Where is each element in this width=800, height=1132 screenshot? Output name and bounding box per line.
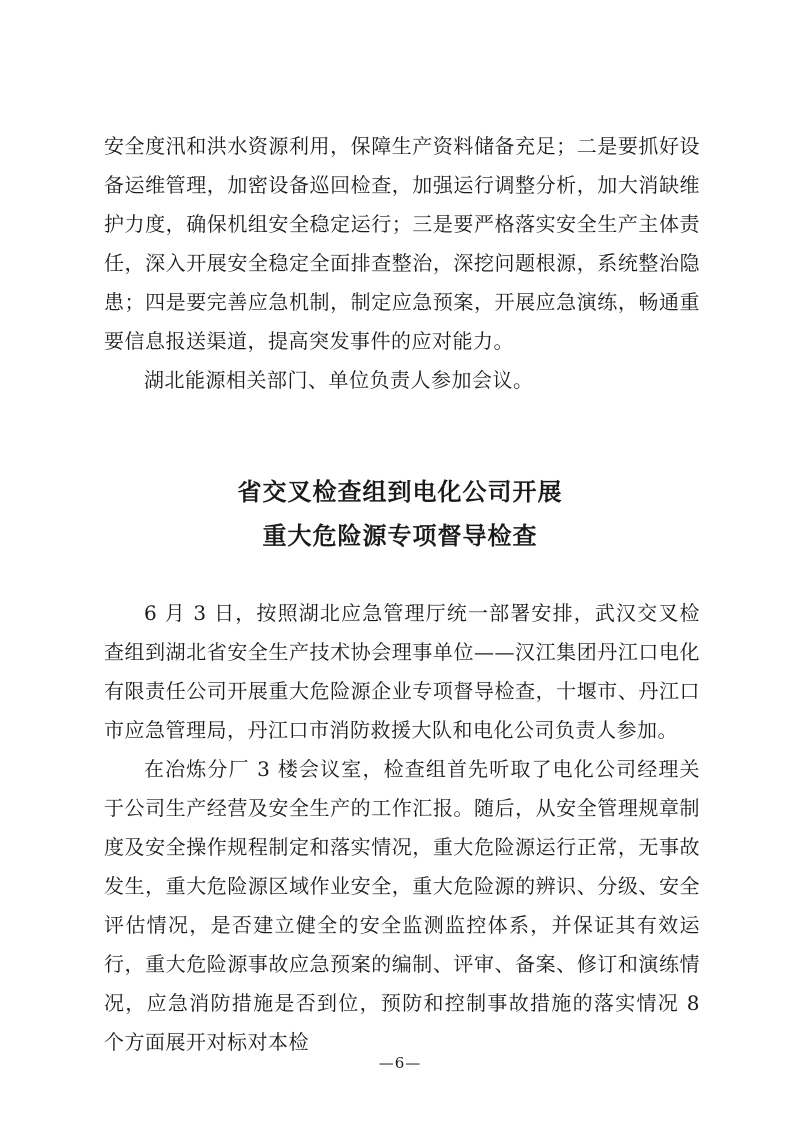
top-section [104,127,700,400]
attendance-paragraph: 湖北能源相关部门、单位负责人参加会议。 [144,368,534,392]
article-paragraph-1: 6 月 3 日，按照湖北应急管理厅统一部署安排，武汉交叉检查组到湖北省安全生产技术协会理事单位——汉江集团丹江口电化有限责任公司开展重大危险源企业专项督导检查，十堰市、丹江口市应急管理局，丹江口市消防救援大队和电化公司负责人参加。 [104,601,700,742]
page-number: —6— [378,1054,422,1072]
continued-paragraph: 安全度汛和洪水资源利用，保障生产资料储备充足；二是要抓好设备运维管理，加密设备巡回检查，加强运行调整分析，加大消缺维护力度，确保机组安全稳定运行；三是要严格落实安全生产主体责任，深入开展安全稳定全面排查整治，深挖问题根源，系统整治隐患；四是要完善应急机制，制定应急预案，开展应急演练，畅通重要信息报送渠道，提高突发事件的应对能力。 [104,134,700,353]
article-title [0,470,800,558]
article-body [104,594,700,1062]
article-title-line-1: 省交叉检查组到电化公司开展 [237,478,563,506]
article-paragraph-2: 在冶炼分厂 3 楼会议室，检查组首先听取了电化公司经理关于公司生产经营及安全生产的工作汇报。随后，从安全管理规章制度及安全操作规程制定和落实情况，重大危险源运行正常，无事故发生，重大危险源区域作业安全，重大危险源的辨识、分级、安全评估情况，是否建立健全的安全监测监控体系，并保证其有效运行，重大危险源事故应急预案的编制、评审、备案、修订和演练情况，应急消防措施是否到位，预防和控制事故措施的落实情况 8 个方面展开对标对本检 [104,757,700,1054]
article-title-line-2: 重大危险源专项督导检查 [262,522,538,550]
